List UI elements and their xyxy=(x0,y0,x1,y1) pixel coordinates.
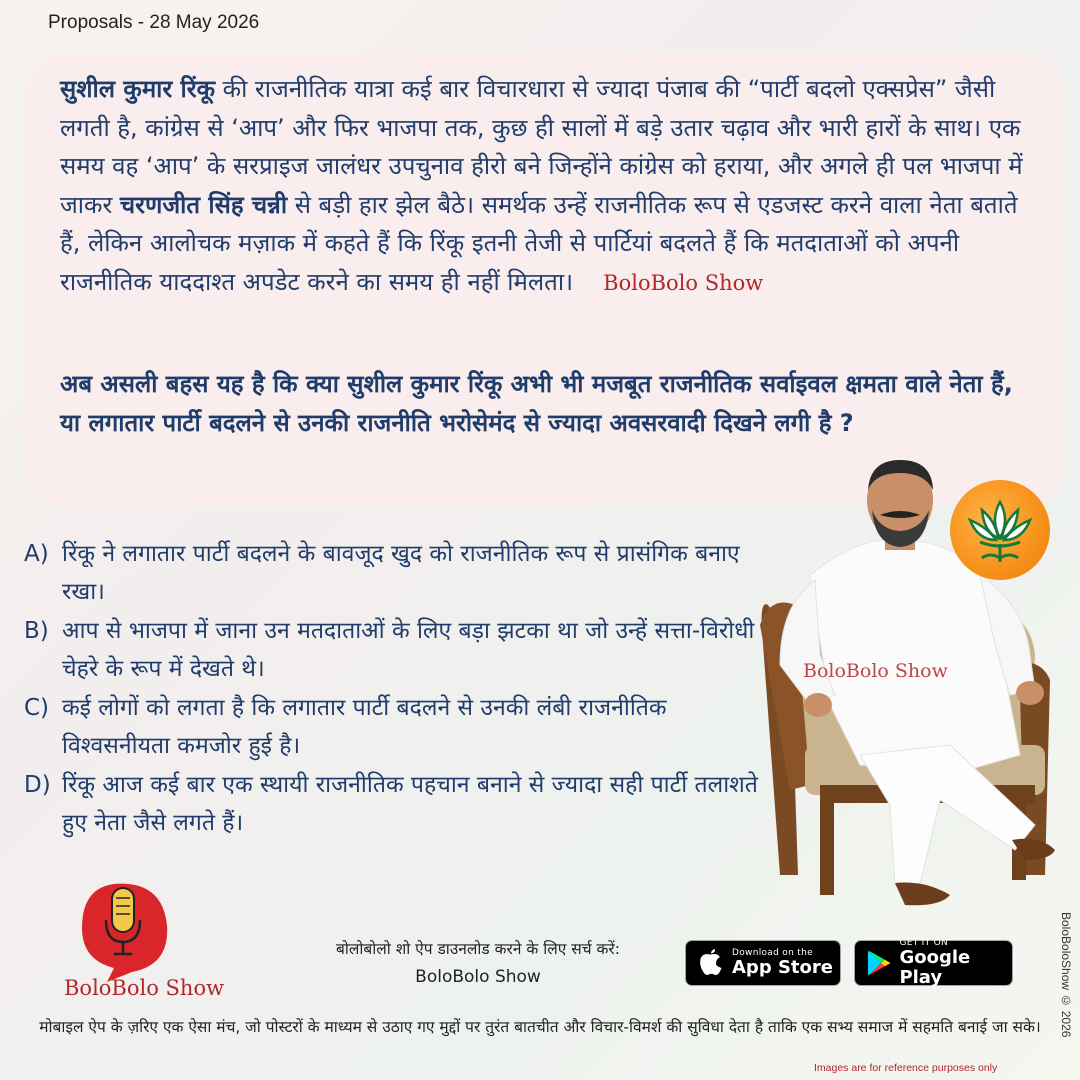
intro-paragraph xyxy=(60,70,1035,302)
apple-icon xyxy=(698,949,724,977)
footer-description: मोबाइल ऐप के ज़रिए एक ऐसा मंच, जो पोस्टरों के माध्यम से उठाए गए मुद्दों पर तुरंत बातचीत और विचार-विमर्श की सुविधा देता है ताकि एक सभ्य समाज में सहमति बनाई जा सके। xyxy=(39,1018,1041,1036)
option-letter: C) xyxy=(24,695,50,721)
options-list xyxy=(24,535,764,843)
inline-brand-watermark: BoloBolo Show xyxy=(603,270,764,295)
lotus-icon xyxy=(950,480,1050,580)
search-instruction: बोलोबोलो शो ऐप डाउनलोड करने के लिए सर्च करें: xyxy=(336,940,620,958)
intro-text-part-2: से बड़ी हार झेल बैठे। समर्थक उन्हें राजनीतिक रूप से एडजस्ट करने वाला नेता बताते हैं, लेकिन आलोचक मज़ाक में कहते हैं कि रिंकू इतनी तेजी से पार्टियां बदलते हैं कि मतदाताओं को अपनी राजनीतिक याददाश्त अपडेट करने का समय ही नहीं मिलता। xyxy=(60,190,1018,296)
photo-brand-watermark: BoloBolo Show xyxy=(803,660,948,682)
app-store-button[interactable] xyxy=(685,940,841,986)
option-text: रिंकू ने लगातार पार्टी बदलने के बावजूद खुद को राजनीतिक रूप से प्रासंगिक बनाए रखा। xyxy=(62,541,740,605)
option-d[interactable] xyxy=(24,766,764,842)
app-store-label: App Store xyxy=(732,957,833,978)
party-lotus-badge xyxy=(950,480,1050,580)
google-play-button[interactable] xyxy=(854,940,1013,986)
logo-text: BoloBolo Show xyxy=(64,976,225,1000)
rival-name: चरणजीत सिंह चन्नी xyxy=(119,190,288,219)
debate-question: अब असली बहस यह है कि क्या सुशील कुमार रिंकू अभी भी मजबूत राजनीतिक सर्वाइवल क्षमता वाले नेता हैं, या लगातार पार्टी बदलने से उनकी राजनीति भरोसेमंद से ज्यादा अवसरवादी दिखने लगी है ? xyxy=(60,370,1013,437)
image-disclaimer: Images are for reference purposes only xyxy=(814,1062,998,1074)
option-a[interactable] xyxy=(24,535,764,611)
politician-name: सुशील कुमार रिंकू xyxy=(60,75,216,103)
side-copyright: BoloBoloShow © 2026 xyxy=(1059,912,1073,1038)
intro-text-part-1: की राजनीतिक यात्रा कई बार विचारधारा से ज्यादा पंजाब की “पार्टी बदलो एक्सप्रेस” जैसी लगती है, कांग्रेस से ‘आप’ और फिर भाजपा तक, कुछ ही सालों में बड़े उतार चढ़ाव और भारी हारों के साथ। एक समय वह ‘आप’ के सरप्राइज जालंधर उपचुनाव हीरो बने जिन्होंने कांग्रेस को हराया, और अगले ही पल भाजपा में जाकर xyxy=(60,75,1023,219)
google-play-label: Google Play xyxy=(899,947,971,988)
search-app-name: BoloBolo Show xyxy=(415,967,541,987)
google-play-small-label: GET IT ON xyxy=(899,938,948,948)
app-search-note xyxy=(268,935,688,991)
option-letter: B) xyxy=(24,618,49,644)
option-text: आप से भाजपा में जाना उन मतदाताओं के लिए बड़ा झटका था जो उन्हें सत्ता-विरोधी चेहरे के रूप में देखते थे। xyxy=(62,618,755,682)
option-letter: A) xyxy=(24,541,49,567)
app-store-small-label: Download on the xyxy=(732,948,813,958)
option-letter: D) xyxy=(24,772,51,798)
google-play-icon xyxy=(867,949,891,977)
option-text: रिंकू आज कई बार एक स्थायी राजनीतिक पहचान बनाने से ज्यादा सही पार्टी तलाशते हुए नेता जैसे लगते हैं। xyxy=(62,772,758,836)
option-c[interactable] xyxy=(24,689,764,765)
option-text: कई लोगों को लगता है कि लगातार पार्टी बदलने से उनकी लंबी राजनीतिक विश्वसनीयता कमजोर हुई है। xyxy=(62,695,667,759)
option-b[interactable] xyxy=(24,612,764,688)
page-header-title: Proposals - 28 May 2026 xyxy=(48,12,260,33)
